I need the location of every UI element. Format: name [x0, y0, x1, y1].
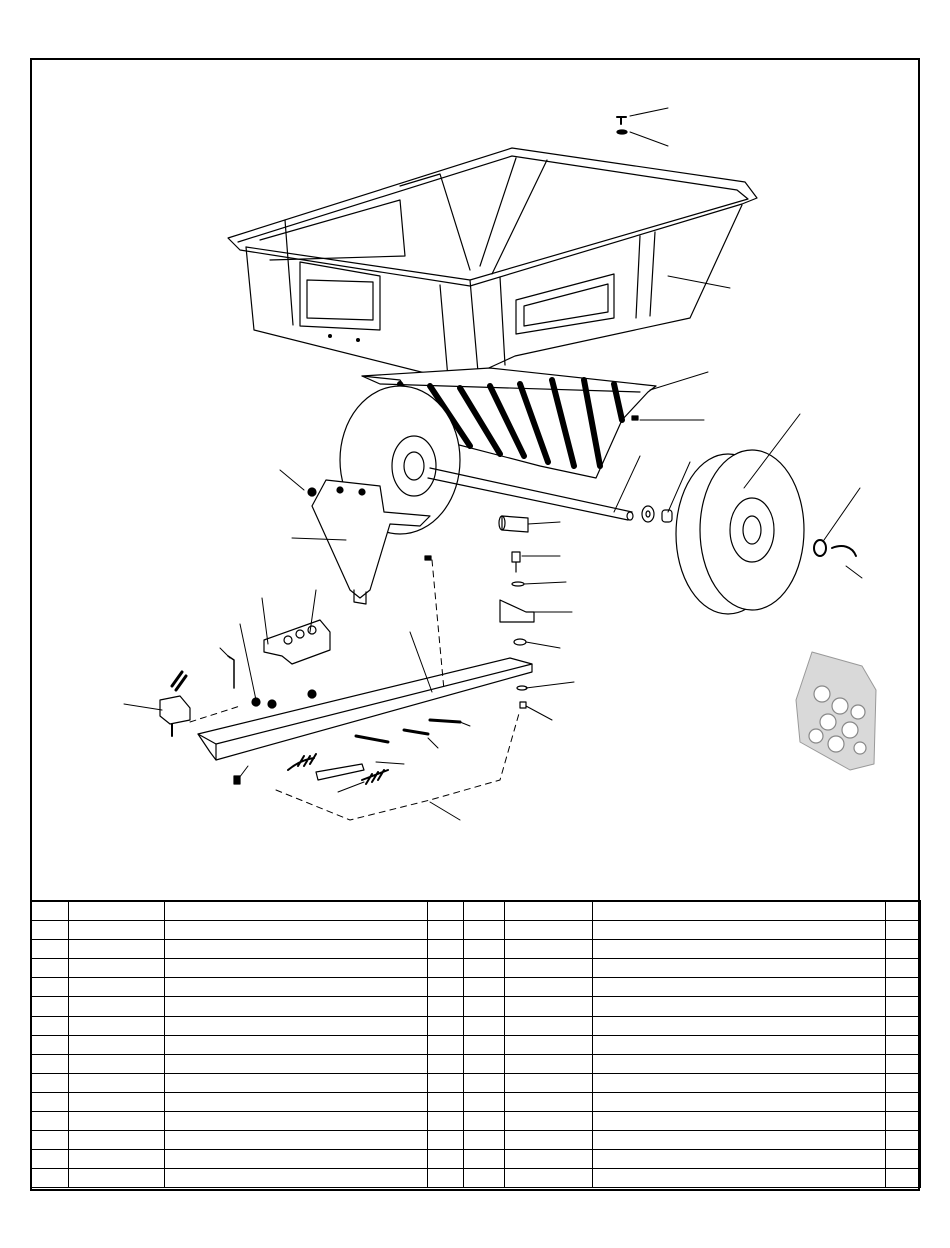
parts-table-cell — [428, 1035, 464, 1054]
parts-table-cell — [428, 978, 464, 997]
parts-table-cell — [464, 959, 505, 978]
parts-table-cell — [165, 1016, 428, 1035]
parts-table-cell — [69, 901, 165, 921]
parts-table-cell — [886, 978, 921, 997]
parts-table-cell — [165, 901, 428, 921]
parts-table-cell — [886, 1150, 921, 1169]
parts-table-cell — [165, 1054, 428, 1073]
parts-table-cell — [505, 1112, 593, 1131]
parts-table-cell — [593, 959, 886, 978]
parts-table-cell — [32, 1112, 69, 1131]
parts-table-cell — [464, 921, 505, 940]
parts-table-row — [32, 921, 921, 940]
parts-table-cell — [69, 1169, 165, 1188]
parts-table-cell — [464, 1092, 505, 1111]
parts-table-cell — [69, 1112, 165, 1131]
parts-table-cell — [32, 1092, 69, 1111]
parts-table-cell — [464, 1016, 505, 1035]
parts-table-cell — [593, 940, 886, 959]
parts-table-cell — [593, 1092, 886, 1111]
parts-table-cell — [32, 921, 69, 940]
parts-list-table — [31, 900, 921, 1188]
dump-bed — [228, 148, 757, 378]
parts-table-cell — [593, 997, 886, 1016]
parts-table-cell — [428, 901, 464, 921]
parts-table-cell — [165, 1092, 428, 1111]
parts-table-cell — [69, 1035, 165, 1054]
parts-table-cell — [505, 1054, 593, 1073]
parts-table-cell — [165, 940, 428, 959]
parts-table-row — [32, 1150, 921, 1169]
parts-table-cell — [428, 1131, 464, 1150]
parts-table-cell — [428, 1016, 464, 1035]
parts-table-cell — [593, 901, 886, 921]
parts-table-cell — [69, 921, 165, 940]
parts-table-cell — [69, 1131, 165, 1150]
parts-table-cell — [69, 978, 165, 997]
parts-table-cell — [69, 940, 165, 959]
parts-table-row — [32, 1092, 921, 1111]
parts-table-cell — [32, 1150, 69, 1169]
parts-table-row — [32, 1073, 921, 1092]
parts-table-cell — [886, 1169, 921, 1188]
parts-table-cell — [886, 940, 921, 959]
parts-table-cell — [32, 1131, 69, 1150]
parts-table-cell — [886, 1112, 921, 1131]
parts-table-cell — [165, 978, 428, 997]
parts-table-cell — [464, 1054, 505, 1073]
parts-table-row — [32, 1016, 921, 1035]
parts-table-row — [32, 1169, 921, 1188]
parts-table-cell — [428, 1073, 464, 1092]
parts-table-cell — [69, 1016, 165, 1035]
parts-table-cell — [593, 1169, 886, 1188]
parts-table-cell — [464, 978, 505, 997]
parts-table-row — [32, 1131, 921, 1150]
parts-table-cell — [428, 1092, 464, 1111]
parts-table-cell — [886, 997, 921, 1016]
parts-table-cell — [69, 1054, 165, 1073]
parts-table-cell — [464, 1035, 505, 1054]
parts-table-row — [32, 997, 921, 1016]
parts-table-cell — [505, 1073, 593, 1092]
parts-table-cell — [32, 940, 69, 959]
parts-table-row — [32, 901, 921, 921]
parts-table-cell — [505, 978, 593, 997]
parts-table-cell — [593, 1131, 886, 1150]
parts-table-cell — [165, 921, 428, 940]
parts-table-cell — [464, 1150, 505, 1169]
parts-table-cell — [505, 940, 593, 959]
parts-table-cell — [428, 1054, 464, 1073]
parts-table-cell — [428, 1169, 464, 1188]
parts-table-cell — [464, 940, 505, 959]
parts-table-cell — [886, 1016, 921, 1035]
parts-table-cell — [165, 1131, 428, 1150]
parts-table-row — [32, 1035, 921, 1054]
parts-table-cell — [886, 1131, 921, 1150]
parts-table-cell — [165, 1169, 428, 1188]
hardware-bag — [796, 652, 876, 770]
right-wheel — [676, 450, 804, 614]
parts-table-cell — [165, 997, 428, 1016]
parts-table-cell — [32, 1016, 69, 1035]
parts-table-cell — [593, 1112, 886, 1131]
parts-table-row — [32, 978, 921, 997]
hitch-coupler — [160, 672, 190, 736]
parts-table-cell — [505, 1169, 593, 1188]
parts-table-cell — [505, 1092, 593, 1111]
parts-table-cell — [428, 1150, 464, 1169]
parts-table-cell — [165, 1035, 428, 1054]
parts-table-cell — [464, 1112, 505, 1131]
parts-table-cell — [32, 1073, 69, 1092]
parts-table-cell — [505, 901, 593, 921]
parts-table-cell — [464, 1073, 505, 1092]
parts-table-cell — [69, 997, 165, 1016]
parts-table-cell — [593, 1073, 886, 1092]
parts-table-cell — [165, 1112, 428, 1131]
parts-table-cell — [593, 921, 886, 940]
parts-table-cell — [464, 997, 505, 1016]
parts-table-cell — [505, 1131, 593, 1150]
parts-table-cell — [428, 940, 464, 959]
parts-table-cell — [69, 959, 165, 978]
screw-top — [617, 117, 627, 134]
parts-table-cell — [886, 901, 921, 921]
parts-table-cell — [69, 1150, 165, 1169]
tongue-rail — [198, 658, 532, 760]
parts-table-cell — [505, 959, 593, 978]
parts-table-cell — [32, 1035, 69, 1054]
parts-table-cell — [32, 1054, 69, 1073]
parts-table-cell — [32, 978, 69, 997]
parts-table-cell — [886, 1073, 921, 1092]
parts-table-row — [32, 940, 921, 959]
parts-table-cell — [32, 997, 69, 1016]
hitch-bracket — [264, 620, 330, 664]
parts-table-cell — [505, 1016, 593, 1035]
parts-table-cell — [464, 1131, 505, 1150]
parts-table-cell — [593, 1054, 886, 1073]
parts-table-cell — [464, 901, 505, 921]
parts-table-row — [32, 1054, 921, 1073]
parts-table-cell — [886, 959, 921, 978]
parts-table-cell — [505, 921, 593, 940]
parts-table-row — [32, 959, 921, 978]
parts-table-cell — [428, 959, 464, 978]
parts-table-cell — [69, 1073, 165, 1092]
parts-table-cell — [32, 959, 69, 978]
parts-table-cell — [428, 997, 464, 1016]
parts-table-cell — [428, 921, 464, 940]
parts-table-cell — [464, 1169, 505, 1188]
parts-table-cell — [593, 1150, 886, 1169]
parts-table-cell — [505, 1150, 593, 1169]
parts-table-row — [32, 1112, 921, 1131]
parts-table-cell — [69, 1092, 165, 1111]
parts-table-cell — [886, 1054, 921, 1073]
parts-table-cell — [593, 978, 886, 997]
parts-table-cell — [32, 901, 69, 921]
parts-table-cell — [505, 997, 593, 1016]
parts-table-cell — [165, 1150, 428, 1169]
parts-table-cell — [593, 1016, 886, 1035]
parts-table-cell — [886, 921, 921, 940]
parts-table-cell — [32, 1169, 69, 1188]
parts-table-cell — [593, 1035, 886, 1054]
parts-table-cell — [165, 1073, 428, 1092]
springs-and-link — [288, 754, 388, 784]
parts-table-cell — [886, 1035, 921, 1054]
parts-table-cell — [886, 1092, 921, 1111]
parts-table-cell — [165, 959, 428, 978]
parts-table-cell — [505, 1035, 593, 1054]
parts-table-cell — [428, 1112, 464, 1131]
